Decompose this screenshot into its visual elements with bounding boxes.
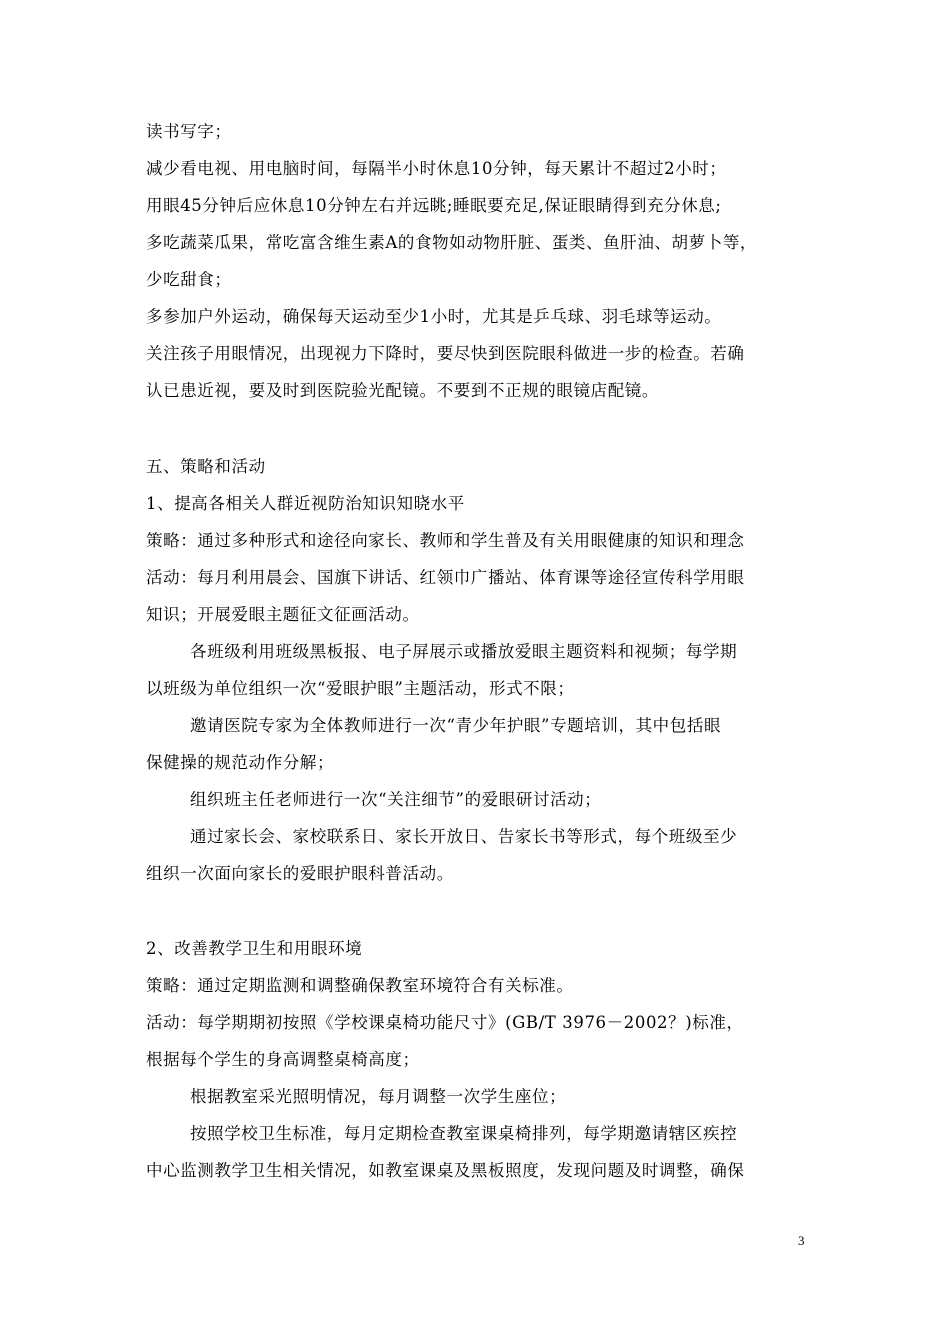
text-line: 组织班主任老师进行一次“关注细节”的爱眼研讨活动； bbox=[190, 790, 602, 809]
text-line: 组织一次面向家长的爱眼护眼科普活动。 bbox=[146, 864, 454, 883]
text-line: 按照学校卫生标准，每月定期检查教室课桌椅排列，每学期邀请辖区疾控 bbox=[190, 1124, 738, 1143]
text-line: 中心监测教学卫生相关情况，如教室课桌及黑板照度，发现问题及时调整，确保 bbox=[146, 1161, 745, 1180]
text-line: 各班级利用班级黑板报、电子屏展示或播放爱眼主题资料和视频；每学期 bbox=[190, 642, 738, 661]
section-heading: 五、策略和活动 bbox=[146, 457, 266, 476]
text-line: 减少看电视、用电脑时间，每隔半小时休息10分钟，每天累计不超过2小时； bbox=[146, 159, 727, 178]
text-line: 活动：每月利用晨会、国旗下讲话、红领巾广播站、体育课等途径宣传科学用眼 bbox=[146, 568, 745, 587]
text-line: 用眼45分钟后应休息10分钟左右并远眺;睡眠要充足,保证眼睛得到充分休息; bbox=[146, 196, 722, 215]
text-line: 知识；开展爱眼主题征文征画活动。 bbox=[146, 605, 420, 624]
text-line: 通过家长会、家校联系日、家长开放日、告家长书等形式，每个班级至少 bbox=[190, 827, 738, 846]
subsection-heading: 1、提高各相关人群近视防治知识知晓水平 bbox=[146, 494, 465, 513]
text-line: 策略：通过多种形式和途径向家长、教师和学生普及有关用眼健康的知识和理念 bbox=[146, 531, 745, 550]
text-line: 少吃甜食； bbox=[146, 270, 232, 289]
page-number: 3 bbox=[798, 1233, 805, 1248]
text-line: 活动：每学期期初按照《学校课桌椅功能尺寸》(GB/T 3976－2002？)标准， bbox=[146, 1013, 744, 1032]
text-line: 读书写字； bbox=[146, 122, 232, 141]
text-line: 关注孩子用眼情况，出现视力下降时，要尽快到医院眼科做进一步的检查。若确 bbox=[146, 344, 745, 363]
text-line: 保健操的规范动作分解； bbox=[146, 753, 335, 772]
text-line: 认已患近视，要及时到医院验光配镜。不要到不正规的眼镜店配镜。 bbox=[146, 381, 659, 400]
text-line: 策略：通过定期监测和调整确保教室环境符合有关标准。 bbox=[146, 976, 574, 995]
text-line: 根据每个学生的身高调整桌椅高度； bbox=[146, 1050, 420, 1069]
text-line: 根据教室采光照明情况，每月调整一次学生座位； bbox=[190, 1087, 567, 1106]
text-line: 多吃蔬菜瓜果，常吃富含维生素A的食物如动物肝脏、蛋类、鱼肝油、胡萝卜等， bbox=[146, 233, 758, 252]
subsection-heading: 2、改善教学卫生和用眼环境 bbox=[146, 939, 363, 958]
text-line: 邀请医院专家为全体教师进行一次“青少年护眼”专题培训，其中包括眼 bbox=[190, 716, 722, 735]
text-line: 以班级为单位组织一次“爱眼护眼”主题活动，形式不限； bbox=[146, 679, 575, 698]
text-line: 多参加户外运动，确保每天运动至少1小时，尤其是乒乓球、羽毛球等运动。 bbox=[146, 307, 722, 326]
